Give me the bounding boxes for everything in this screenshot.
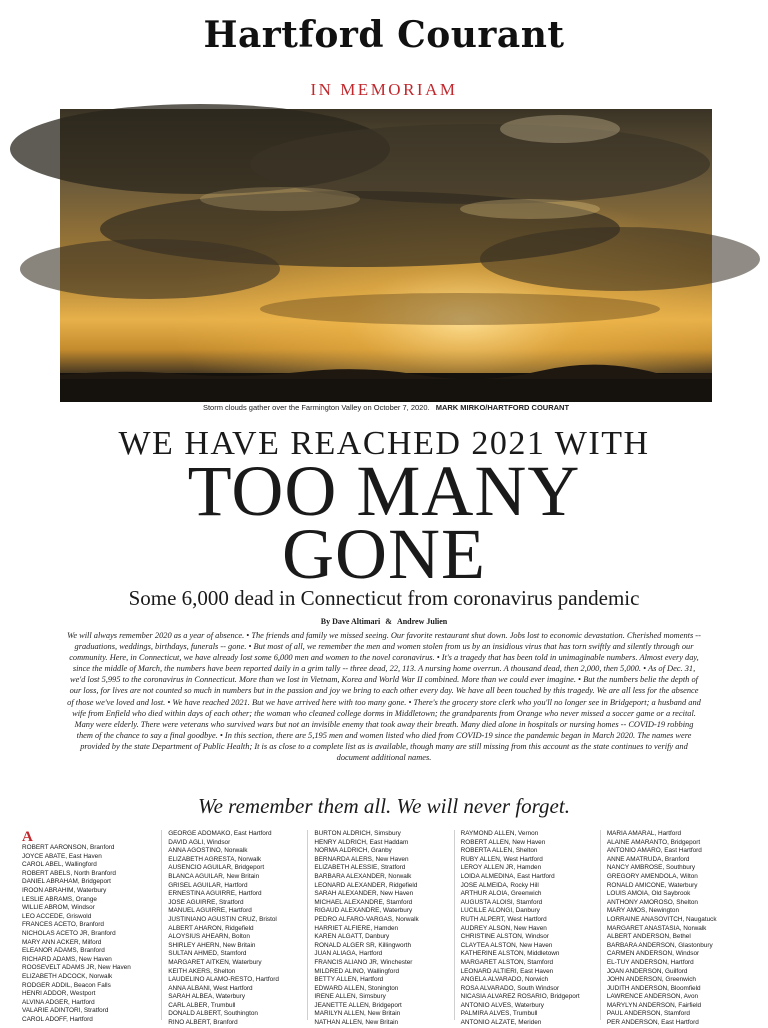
headline-line-1: WE HAVE REACHED 2021 WITH — [118, 425, 650, 462]
headline-line-2: TOO MANY — [187, 451, 581, 531]
name-entry: BETTY ALLEN, Hartford — [314, 976, 384, 984]
name-entry: CARMEN ANDERSON, Windsor — [606, 950, 700, 958]
names-column — [600, 830, 746, 1027]
name-entry: JOSE ALMEIDA, Rocky Hill — [460, 881, 539, 889]
name-entry: ROBERT ABELS, North Branford — [22, 869, 116, 877]
byline-author-1: By Dave Altimari — [320, 617, 381, 626]
name-entry: JOAN ANDERSON, Guilford — [606, 967, 688, 975]
names-column — [307, 830, 453, 1027]
name-entry: GEORGE ADOMAKO, East Hartford — [168, 830, 272, 837]
name-entry: MARIA AMARAL, Hartford — [606, 830, 682, 837]
name-entry: LEONARD ALEXANDER, Ridgefield — [314, 881, 418, 889]
name-entry: ANTONIO ALVES, Waterbury — [460, 1001, 544, 1009]
headline-line-3: GONE — [282, 514, 486, 594]
name-entry: LEROY ALLEN JR, Hamden — [460, 864, 542, 872]
name-entry: MICHAEL ALEXANDRE, Stamford — [314, 898, 413, 906]
name-entry: BLANCA AGUILAR, New Britain — [168, 872, 260, 880]
name-entry: FRANCIS ALIANO JR, Winchester — [314, 958, 413, 966]
name-entry: BURTON ALDRICH, Simsbury — [314, 830, 401, 837]
name-entry: MILDRED ALINO, Wallingford — [314, 967, 400, 975]
name-entry: RONALD AMICONE, Waterbury — [606, 881, 698, 889]
names-column — [454, 830, 600, 1027]
name-entry: HENRI ADDOR, Westport — [22, 990, 96, 998]
name-entry: AUDREY ALSON, New Haven — [460, 924, 547, 932]
name-entry: MARGARET ALSTON, Stamford — [460, 958, 554, 966]
name-entry: NICASIA ALVAREZ ROSARIO, Bridgeport — [460, 993, 580, 1001]
name-entry: LEONARD ALTIERI, East Haven — [460, 967, 554, 975]
name-entry: ANTONIO AMARO, East Hartford — [606, 847, 702, 855]
names-list — [22, 829, 746, 1027]
name-entry: MARILYN ALLEN, New Britain — [314, 1010, 401, 1018]
name-entry: IROON ABRAHIM, Waterbury — [22, 886, 107, 894]
name-entry: ROSA ALVARADO, South Windsor — [460, 984, 560, 992]
name-entry: JUAN ALIAGA, Hartford — [314, 950, 383, 958]
cover-photo — [60, 109, 712, 402]
name-entry: LOIDA ALMEDINA, East Hartford — [460, 872, 555, 880]
name-entry: PAUL ANDERSON, Stamford — [606, 1010, 690, 1018]
name-entry: EL-TUY ANDERSON, Hartford — [606, 958, 694, 966]
section-label: IN MEMORIAM — [310, 80, 458, 99]
photo-credit: MARK MIRKO/HARTFORD COURANT — [435, 403, 570, 412]
name-entry: AUGUSTA ALOISI, Stamford — [460, 898, 543, 906]
name-entry: SARAH ALBEA, Waterbury — [168, 993, 246, 1001]
name-entry: VALARIE ADINTORI, Stratford — [22, 1007, 109, 1015]
name-entry: ROOSEVELT ADAMS JR, New Haven — [22, 964, 131, 972]
section-letter: A — [22, 829, 33, 845]
name-entry: SHIRLEY AHERN, New Britain — [168, 941, 256, 949]
name-entry: ANTHONY AMOROSO, Shelton — [606, 898, 698, 906]
name-entry: DANIEL ABRAHAM, Bridgeport — [22, 878, 111, 886]
subheadline: Some 6,000 dead in Connecticut from coronavirus pandemic — [128, 586, 640, 610]
name-entry: LESLIE ABRAMS, Orange — [22, 895, 97, 903]
name-entry: ROBERT AARONSON, Branford — [22, 844, 115, 851]
name-entry: EDWARD ALLEN, Stonington — [314, 984, 399, 992]
byline — [0, 617, 768, 626]
name-entry: ELIZABETH ADCOCK, Norwalk — [22, 972, 113, 980]
name-entry: ANGELA ALVARADO, Norwich — [460, 976, 549, 984]
name-entry: CHRISTINE ALSTON, Windsor — [460, 933, 549, 941]
name-entry: MARY ANN ACKER, Milford — [22, 938, 102, 946]
name-entry: ANNA ALBANI, West Hartford — [168, 984, 253, 992]
name-entry: ELEANOR ADAMS, Branford — [22, 947, 105, 955]
name-entry: KAREN ALGATT, Danbury — [314, 933, 390, 941]
name-entry: SULTAN AHMED, Stamford — [168, 950, 247, 958]
name-entry: PEDRO ALFARO-VARGAS, Norwalk — [314, 915, 419, 923]
name-entry: FRANCES ACETO, Branford — [22, 921, 104, 929]
name-entry: ALBERT ANDERSON, Bethel — [606, 933, 691, 941]
storm-clouds-image — [60, 109, 712, 402]
name-entry: ALVINA ADGER, Hartford — [22, 998, 95, 1006]
name-entry: JUDITH ANDERSON, Bloomfield — [606, 984, 701, 992]
name-entry: NORMA ALDRICH, Granby — [314, 847, 392, 855]
article-body: We will always remember 2020 as a year of absence. • The friends and family we missed seeing. Our favorite restaurant shut down. Jobs lost to economic devastation. Cherished moments -- graduations, weddings, birthdays, funerals -- gone. • But most of all, we remember the men and women stolen from us by an insidious virus that has torn swiftly and silently through our community. Here, in Connecticut, we have already lost some 6,000 men and women to the novel coronavirus. • It's a tragedy that has been told in unimaginable numbers. Almost every day, since the middle of March, the numbers have been reported daily in a grim tally -- three dead, 22, 113. A nursing home overrun. A thousand dead, then 2,000, then 5,000. • As of Dec. 31, we'd lost 5,995 to the coronavirus in Connecticut. More than we lost in Vietnam, Korea and World War II combined. More than we could ever imagine. • But the numbers belie the depth of our loss, for lives are not counted so much in numbers but in the passion and joy we bring to each other every day. We have all been touched by this tragedy. We are all less for the absence of those we've loved and lost. • We have reached 2021. But we have arrived here with too many gone. • There's the grocery store clerk who you'll no longer see in Bridgeport; a husband and wife from Enfield who died within days of each other; the woman who cleaned college dorms in Middletown; the grandparents from Orange who never missed a soccer game or a recital. Many were elderly. There were veterans who survived wars but not an invisible enemy that took away their breath. Many died alone in hospitals or nursing homes -- COVID-19 robbing them of the chance to say a final goodbye. • In this section, there are 5,195 men and women listed who died from COVID-19 since the pandemic began in March 2020. The names were provided by the state Department of Public Health; It is as close to a complete list as is available, though many are still missing from this account as the state continues to verify and document additional names. — [67, 631, 701, 763]
name-entry: KEITH AKERS, Shelton — [168, 967, 236, 975]
name-entry: ELIZABETH ALESSIE, Stratford — [314, 864, 406, 872]
byline-ampersand: & — [385, 617, 392, 626]
name-entry: LORRAINE ANASOVITCH, Naugatuck — [606, 915, 717, 923]
name-entry: MARY AMOS, Newington — [606, 907, 680, 915]
name-entry: RINO ALBERT, Branford — [168, 1019, 238, 1027]
name-entry: IRENE ALLEN, Simsbury — [314, 993, 386, 1001]
name-entry: ANNE AMATRUDA, Branford — [606, 855, 690, 863]
name-entry: WILLIE ABROM, Windsor — [22, 904, 95, 912]
name-entry: GRISEL AGUILAR, Hartford — [168, 881, 248, 889]
name-entry: PALMIRA ALVES, Trumbull — [460, 1010, 538, 1018]
name-entry: SARAH ALEXANDER, New Haven — [314, 890, 414, 898]
name-entry: JEANETTE ALLEN, Bridgeport — [314, 1001, 402, 1009]
name-entry: DONALD ALBERT, Southington — [168, 1010, 258, 1018]
name-entry: JOHN ANDERSON, Greenwich — [606, 976, 696, 984]
name-entry: RAYMOND ALLEN, Vernon — [460, 830, 539, 837]
name-entry: ERNESTINA AGUIRRE, Hartford — [168, 890, 262, 898]
name-entry: CAROL ABEL, Wallingford — [22, 861, 97, 869]
name-entry: RUBY ALLEN, West Hartford — [460, 855, 543, 863]
name-entry: BERNARDA ALERS, New Haven — [314, 855, 409, 863]
name-entry: ALOYSIUS AHEARN, Bolton — [168, 933, 250, 941]
name-entry: RIGAUD ALEXANDRE, Waterbury — [314, 907, 413, 915]
name-entry: JOSE AGUIRRE, Stratford — [168, 898, 244, 906]
name-entry: NICHOLAS ACETO JR, Branford — [22, 929, 116, 937]
name-entry: AUSENCIO AGUILAR, Bridgeport — [168, 864, 265, 872]
name-entry: BARBARA ALEXANDER, Norwalk — [314, 872, 412, 880]
name-entry: MARGARET AITKEN, Waterbury — [168, 958, 262, 966]
name-entry: KATHERINE ALSTON, Middletown — [460, 950, 560, 958]
name-entry: GREGORY AMENDOLA, Wilton — [606, 872, 698, 880]
name-entry: JOYCE ABATE, East Haven — [22, 852, 102, 860]
name-entry: JUSTINIANO AGUSTIN CRUZ, Bristol — [168, 915, 277, 923]
names-column — [161, 830, 307, 1027]
name-entry: LUCILLE ALONGI, Danbury — [460, 907, 540, 915]
name-entry: ANNA AGOSTINO, Norwalk — [168, 847, 248, 855]
name-entry: HENRY ALDRICH, East Haddam — [314, 838, 409, 846]
name-entry: LAUDELINO ALAMO-RESTO, Hartford — [168, 976, 279, 984]
name-entry: LOUIS AMOIA, Old Saybrook — [606, 890, 691, 898]
name-entry: ALAINE AMARANTO, Bridgeport — [606, 838, 701, 846]
caption-text: Storm clouds gather over the Farmington Valley on October 7, 2020. — [202, 403, 430, 412]
name-entry: RUTH ALPERT, West Hartford — [460, 915, 547, 923]
masthead[interactable]: Hartford Courant — [203, 14, 565, 56]
name-entry: NANCY AMBROSE, Southbury — [606, 864, 696, 872]
name-entry: CLAYTEA ALSTON, New Haven — [460, 941, 553, 949]
photo-caption — [60, 403, 712, 413]
name-entry: LAWRENCE ANDERSON, Avon — [606, 993, 699, 1001]
name-entry: CAROL ADOFF, Hartford — [22, 1015, 93, 1023]
name-entry: ANTONIO ALZATE, Meriden — [460, 1019, 542, 1027]
name-entry: LEO ACCEDE, Griswold — [22, 912, 92, 920]
remember-line: We remember them all. We will never forget. — [198, 794, 570, 818]
name-entry: DAVID AGLI, Windsor — [168, 838, 231, 846]
name-entry: ELIZABETH AGRESTA, Norwalk — [168, 855, 262, 863]
byline-author-2: Andrew Julien — [396, 617, 448, 626]
names-column — [22, 829, 161, 1023]
name-entry: RODGER ADDIL, Beacon Falls — [22, 981, 111, 989]
name-entry: ROBERTA ALLEN, Shelton — [460, 847, 538, 855]
name-entry: RICHARD ADAMS, New Haven — [22, 955, 112, 963]
name-entry: ARTHUR ALOIA, Greenwich — [460, 890, 542, 898]
name-entry: HARRIET ALFIERE, Hamden — [314, 924, 399, 932]
name-entry: MARGARET ANASTASIA, Norwalk — [606, 924, 707, 932]
name-entry: MARYLYN ANDERSON, Fairfield — [606, 1001, 702, 1009]
name-entry: PER ANDERSON, East Hartford — [606, 1019, 699, 1027]
name-entry: ALBERT AHARON, Ridgefield — [168, 924, 254, 932]
name-entry: ROBERT ALLEN, New Haven — [460, 838, 546, 846]
name-entry: NATHAN ALLEN, New Britain — [314, 1019, 399, 1027]
name-entry: RONALD ALGER SR, Killingworth — [314, 941, 412, 949]
name-entry: CARL ALBER, Trumbull — [168, 1001, 236, 1009]
name-entry: BARBARA ANDERSON, Glastonbury — [606, 941, 713, 949]
name-entry: MANUEL AGUIRRE, Hartford — [168, 907, 252, 915]
